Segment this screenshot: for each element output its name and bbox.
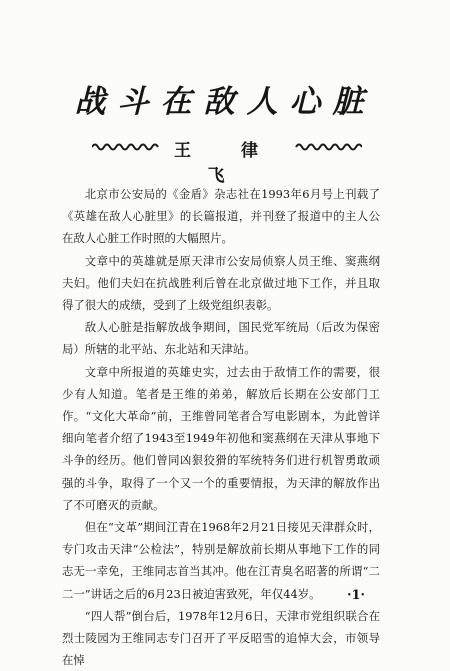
paragraph: 敌人心脏是指解放战争期间，国民党军统局（后改为保密局）所辖的北平站、东北站和天津站。 — [62, 320, 380, 357]
paragraph: 文章中所报道的英雄史实，过去由于敌情工作的需要，很少有人知道。笔者是王维的弟弟，解放后长期在公安部门工作。“文化大革命”前，王维曾同笔者合写电影剧本，为此曾详细向笔者介绍了1943至1949年初他和窦燕纲在天津从事地下斗争的经历。他们曾同凶狠狡猾的军统特务们进行机智勇敢顽强的斗争，取得了一个又一个的重要情报，为天津的解放作出了不可磨灭的贡献。 — [62, 364, 380, 512]
paragraph: 但在“文革”期间江青在1968年2月21日接见天津群众时，专门攻击天津“公检法”，特别是解放前长期从事地下工作的同志无一幸免，王维同志首当其冲。他在江青臭名昭著的所谓“二二一”讲话之后的6月23日被迫害致死，年仅44岁。 — [62, 520, 380, 601]
article-body — [62, 183, 380, 671]
author-line — [92, 136, 362, 186]
article-title: 战斗在敌人心脏 — [74, 84, 376, 120]
article-author: 王 律 飞 — [174, 141, 280, 186]
page-number: ·1· — [346, 588, 366, 603]
wave-ornament-right — [294, 142, 362, 152]
paragraph: “四人帮”倒台后，1978年12月6日，天津市党组织联合在烈士陵园为王维同志专门召开了平反昭雪的追悼大会，市领导在悼 — [62, 608, 380, 668]
paragraph: 北京市公安局的《金盾》杂志社在1993年6月号上刊载了《英雄在敌人心脏里》的长篇报道，并刊登了报道中的主人公在敌人心脏工作时照的大幅照片。 — [62, 187, 380, 246]
paragraph: 文章中的英雄就是原天津市公安局侦察人员王维、窦燕纲夫妇。他们夫妇在抗战胜利后曾在北京做过地下工作，并且取得了很大的成绩，受到了上级党组织表彰。 — [62, 253, 380, 313]
wave-ornament-left — [92, 142, 160, 152]
